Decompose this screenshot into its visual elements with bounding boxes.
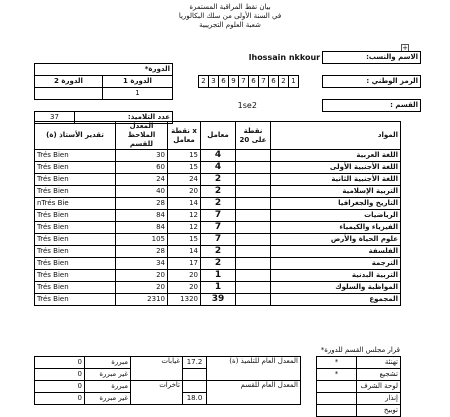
class-average-value: 18.0 bbox=[183, 393, 207, 405]
total-weighted: 1320 bbox=[168, 294, 201, 306]
teacher-assessment: Trés Bien bbox=[35, 150, 116, 162]
teacher-assessment: Trés Bien bbox=[35, 186, 116, 198]
national-code-digit: 6 bbox=[269, 76, 279, 88]
grade bbox=[236, 282, 271, 294]
coefficient: 7 bbox=[201, 222, 236, 234]
national-code-digit: 9 bbox=[229, 76, 239, 88]
grade bbox=[236, 186, 271, 198]
grade bbox=[236, 246, 271, 258]
grade bbox=[236, 162, 271, 174]
name-label: الاسم والنسب: bbox=[323, 52, 421, 64]
weighted-grade: 17 bbox=[168, 258, 201, 270]
national-code-digit: 6 bbox=[249, 76, 259, 88]
student-name: lhossain nkkour bbox=[248, 53, 321, 62]
grade bbox=[236, 210, 271, 222]
weighted-grade: 20 bbox=[168, 282, 201, 294]
teacher-assessment: nTrés Bie bbox=[35, 198, 116, 210]
total-teacher: Trés Bien bbox=[35, 294, 116, 306]
coefficient: 4 bbox=[201, 150, 236, 162]
grade bbox=[236, 270, 271, 282]
class-average: 20 bbox=[116, 270, 168, 282]
council-mark: * bbox=[317, 369, 357, 381]
subject-name: المواظبة والسلوك bbox=[271, 282, 401, 294]
teacher-assessment: Trés Bien bbox=[35, 258, 116, 270]
total-grade bbox=[236, 294, 271, 306]
grade-row bbox=[35, 198, 401, 210]
absences-justified-label: مبررة bbox=[85, 357, 131, 369]
grade-header: نقطة على 20 bbox=[236, 122, 271, 150]
expand-toggle-icon[interactable]: + bbox=[402, 44, 408, 52]
header-line-3: شعبة العلوم التجريبية bbox=[199, 21, 261, 29]
subject-name: التاريخ والجغرافيا bbox=[271, 198, 401, 210]
teacher-assessment: Trés Bien bbox=[35, 282, 116, 294]
class-average: 20 bbox=[116, 282, 168, 294]
weighted-grade: 20 bbox=[168, 186, 201, 198]
grade bbox=[236, 234, 271, 246]
grade-row bbox=[35, 174, 401, 186]
session-1-label: الدورة 1 bbox=[103, 76, 173, 88]
subject-name: الرياضيات bbox=[271, 210, 401, 222]
national-code-digit: 1 bbox=[289, 76, 299, 88]
council-mark bbox=[317, 393, 357, 405]
national-code-digit: 6 bbox=[219, 76, 229, 88]
teacher-assessment: Trés Bien bbox=[35, 270, 116, 282]
session-1-mark: 1 bbox=[103, 88, 173, 100]
council-option: إنذار bbox=[357, 393, 401, 405]
grade-row bbox=[35, 162, 401, 174]
grade-row bbox=[35, 258, 401, 270]
grade bbox=[236, 150, 271, 162]
grade-row bbox=[35, 270, 401, 282]
class-average: 84 bbox=[116, 210, 168, 222]
delays-unjustified-label: غير مبررة bbox=[85, 393, 131, 405]
session-label: الدورة* bbox=[35, 64, 173, 76]
total-row bbox=[35, 294, 401, 306]
coefficient: 2 bbox=[201, 174, 236, 186]
council-table bbox=[34, 356, 401, 417]
teacher-assessment: Trés Bien bbox=[35, 222, 116, 234]
national-code-label: الرمز الوطني : bbox=[323, 76, 421, 88]
weighted-grade: 12 bbox=[168, 222, 201, 234]
teacher-assessment: Trés Bien bbox=[35, 162, 116, 174]
weighted-grade: 15 bbox=[168, 234, 201, 246]
subject-name: الترجمة bbox=[271, 258, 401, 270]
students-label: عدد التلاميذ: bbox=[75, 112, 173, 124]
student-average-value: 17.2 bbox=[183, 357, 207, 369]
weighted-grade: 24 bbox=[168, 174, 201, 186]
grades-header-row bbox=[35, 122, 401, 150]
class-average: 24 bbox=[116, 174, 168, 186]
class-average-label: المعدل العام للقسم bbox=[207, 381, 301, 405]
student-average-label: المعدل العام للتلميذ (ة) bbox=[207, 357, 301, 381]
absences-unjustified-label: غير مبررة bbox=[85, 369, 131, 381]
weighted-grade-header: نقطة x معامل bbox=[168, 122, 201, 150]
absences-unjustified-value: 0 bbox=[35, 369, 85, 381]
national-code-digit: 3 bbox=[209, 76, 219, 88]
class-average: 30 bbox=[116, 150, 168, 162]
weighted-grade: 15 bbox=[168, 150, 201, 162]
total-label: المجموع bbox=[271, 294, 401, 306]
class-average: 28 bbox=[116, 246, 168, 258]
student-info-table bbox=[34, 51, 421, 124]
class-average: 40 bbox=[116, 186, 168, 198]
subject-name: اللغة الأجنبية الثانية bbox=[271, 174, 401, 186]
teacher-assessment: Trés Bien bbox=[35, 210, 116, 222]
grade-row bbox=[35, 246, 401, 258]
council-mark bbox=[317, 381, 357, 393]
council-title: قرار مجلس القسم للدورة* bbox=[320, 346, 400, 354]
grade-row bbox=[35, 150, 401, 162]
national-code-digit: 7 bbox=[239, 76, 249, 88]
coefficient: 1 bbox=[201, 270, 236, 282]
grade-row bbox=[35, 282, 401, 294]
absences-label: غيابات bbox=[131, 357, 183, 381]
delays-unjustified-value: 0 bbox=[35, 393, 85, 405]
coefficient: 2 bbox=[201, 246, 236, 258]
coefficient: 2 bbox=[201, 198, 236, 210]
absences-justified-value: 0 bbox=[35, 357, 85, 369]
national-code-digit: 2 bbox=[199, 76, 209, 88]
subject-name: اللغة الأجنبية الأولى bbox=[271, 162, 401, 174]
grade-row bbox=[35, 222, 401, 234]
weighted-grade: 14 bbox=[168, 246, 201, 258]
subject-name: الفلسفة bbox=[271, 246, 401, 258]
students-count: 37 bbox=[35, 112, 75, 124]
header-line-1: بيان نقط المراقبة المستمرة bbox=[189, 3, 271, 11]
council-mark: * bbox=[317, 357, 357, 369]
coefficient-header: معامل bbox=[201, 122, 236, 150]
grade bbox=[236, 174, 271, 186]
class-average: 60 bbox=[116, 162, 168, 174]
total-class-average: 2310 bbox=[116, 294, 168, 306]
subject-name: اللغة العربية bbox=[271, 150, 401, 162]
council-option: تهنئة bbox=[357, 357, 401, 369]
grade-row bbox=[35, 186, 401, 198]
total-coefficient: 39 bbox=[201, 294, 236, 306]
class-average: 28 bbox=[116, 198, 168, 210]
grade bbox=[236, 198, 271, 210]
council-option: لوحة الشرف bbox=[357, 381, 401, 393]
grade-row bbox=[35, 234, 401, 246]
weighted-grade: 14 bbox=[168, 198, 201, 210]
subject-header: المواد bbox=[271, 122, 401, 150]
delays-justified-label: مبررة bbox=[85, 381, 131, 393]
council-option: تشجيع bbox=[357, 369, 401, 381]
class-average-header: المعدل الملاحظ للقسم bbox=[116, 122, 168, 150]
class-average: 34 bbox=[116, 258, 168, 270]
weighted-grade: 12 bbox=[168, 210, 201, 222]
class-value: 1se2 bbox=[237, 101, 257, 110]
session-2-label: الدورة 2 bbox=[35, 76, 103, 88]
grade-row bbox=[35, 210, 401, 222]
coefficient: 7 bbox=[201, 234, 236, 246]
delays-justified-value: 0 bbox=[35, 381, 85, 393]
teacher-assessment: Trés Bien bbox=[35, 174, 116, 186]
class-label: القسم : bbox=[323, 100, 421, 112]
weighted-grade: 15 bbox=[168, 162, 201, 174]
header-line-2: في السنة الأولى من سلك البكالوريا bbox=[178, 12, 282, 20]
delays-label: تأخرات bbox=[131, 381, 183, 405]
class-average: 84 bbox=[116, 222, 168, 234]
coefficient: 1 bbox=[201, 282, 236, 294]
grades-table bbox=[34, 121, 401, 306]
council-mark bbox=[317, 405, 357, 417]
class-average: 105 bbox=[116, 234, 168, 246]
teacher-assessment: Trés Bien bbox=[35, 234, 116, 246]
weighted-grade: 20 bbox=[168, 270, 201, 282]
council-option: توبيخ bbox=[357, 405, 401, 417]
subject-name: التربية البدنية bbox=[271, 270, 401, 282]
national-code-digit: 7 bbox=[259, 76, 269, 88]
teacher-assessment-header: تقدير الأستاذ (ة) bbox=[35, 122, 116, 150]
teacher-assessment: Trés Bien bbox=[35, 246, 116, 258]
subject-name: الفيزياء والكيمياء bbox=[271, 222, 401, 234]
coefficient: 7 bbox=[201, 210, 236, 222]
grade bbox=[236, 258, 271, 270]
subject-name: علوم الحياة والأرض bbox=[271, 234, 401, 246]
grade bbox=[236, 222, 271, 234]
coefficient: 4 bbox=[201, 162, 236, 174]
national-code-digit: 2 bbox=[279, 76, 289, 88]
coefficient: 2 bbox=[201, 186, 236, 198]
coefficient: 2 bbox=[201, 258, 236, 270]
subject-name: التربية الإسلامية bbox=[271, 186, 401, 198]
